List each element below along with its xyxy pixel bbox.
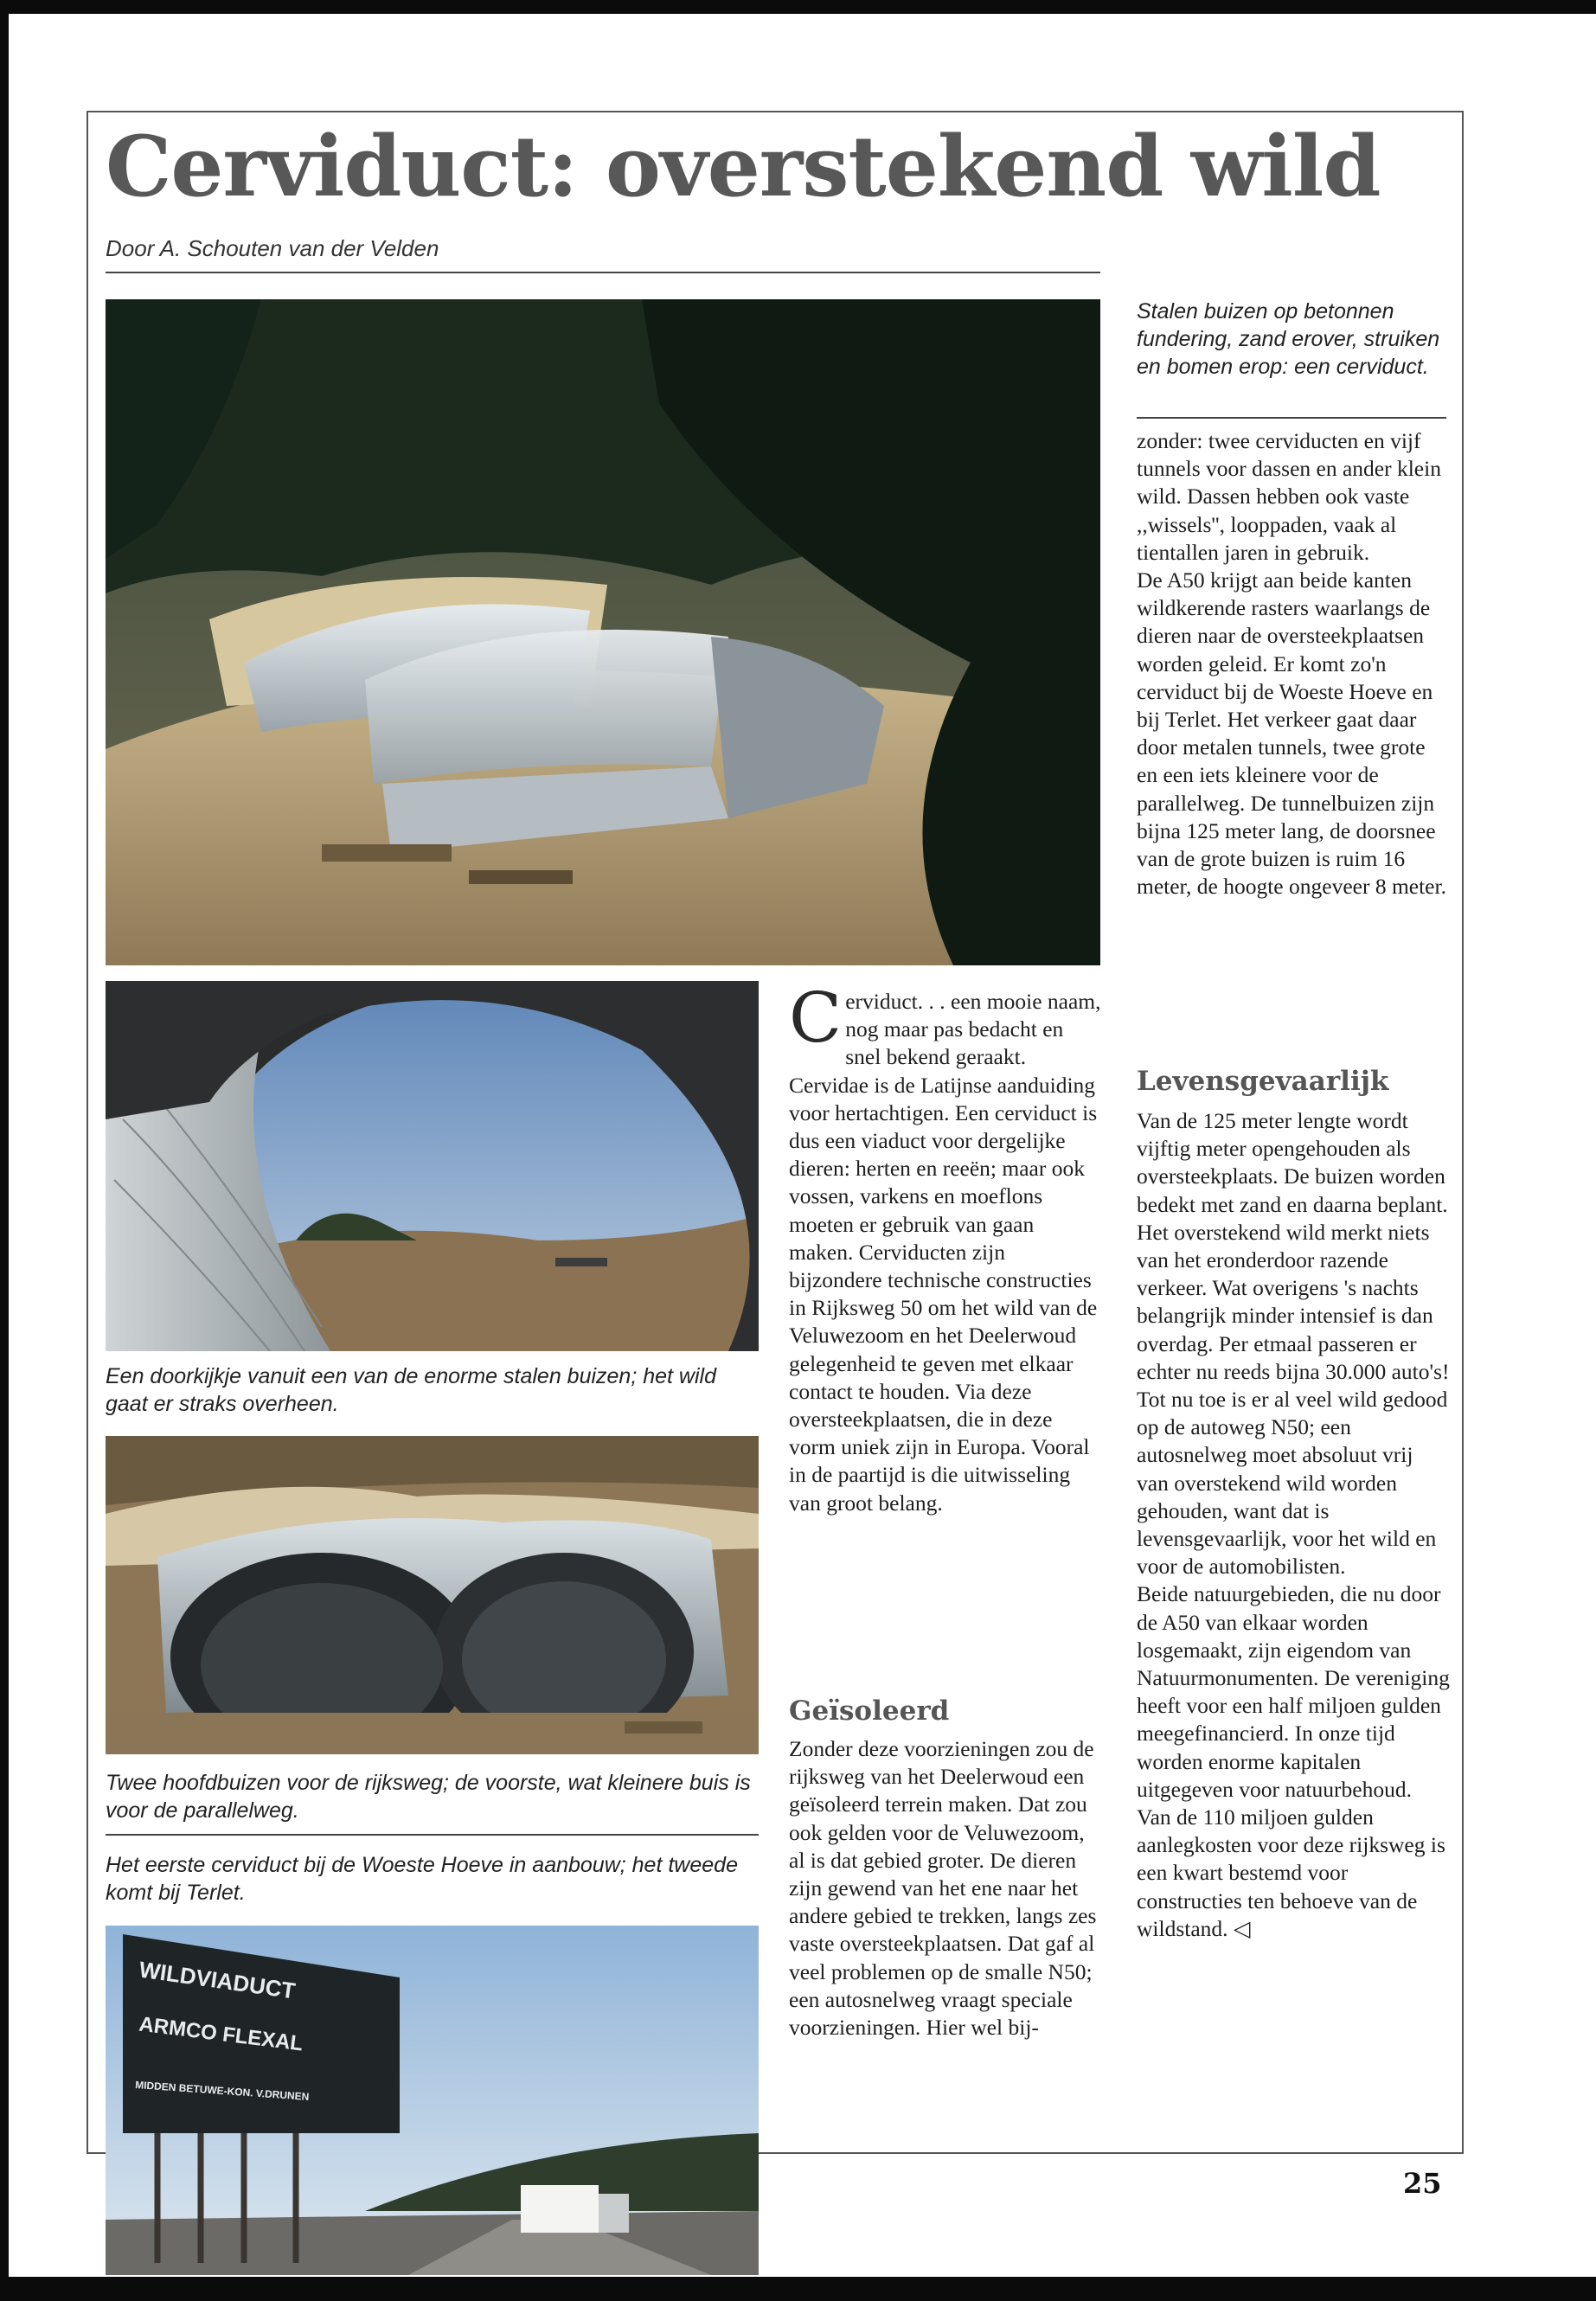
scan-edge-bottom [0,2277,1596,2301]
caption-two-tubes: Twee hoofdbuizen voor de rijksweg; de voorste, wat kleinere buis is voor de parallelweg. [106,1771,751,1823]
section-geisoleerd-text: Zonder deze voorzieningen zou de rijksweg van het Deelerwoud een geïsoleerd terrein maken. Dat zou ook gelden voor de Veluwezoom, al is dat gebied groter. De dieren zijn gewend van het ene naar het andere gebied te trekken, langs zes vaste oversteekplaatsen. Dat gaf al veel problemen op de smalle N50; een autosnelweg vraagt speciale voorzieningen. Hier wel bij- [789,1736,1097,2041]
billboard-line-2: ARMCO FLEXAL [138,2012,304,2056]
intro-paragraph [789,977,1102,1517]
caption-tunnel-view: Een doorkijkje vanuit een van de enorme stalen buizen; het wild gaat er straks overheen. [106,1364,716,1416]
photo-tunnel-view [106,981,759,1351]
col3-paragraph-2: De A50 krijgt aan beide kanten wildkerende rasters waarlangs de dieren naar de oversteekplaatsen worden geleid. Er komt zo'n cerviduct bij de Woeste Hoeve en bij Terlet. Het verkeer gaat daar door metalen tunnels, twee grote en een iets kleinere voor de parallelweg. De tunnelbuizen zijn bijna 125 meter lang, de doorsnee van de grote buizen is ruim 16 meter, de hoogte ongeveer 8 meter. [1137,567,1446,900]
photo-two-tubes [106,1436,759,1754]
body-section-geisoleerd [789,1735,1102,2041]
intro-text: erviduct. . . een mooie naam, nog maar pas bedacht en snel bekend geraakt. Cervidae is de Latijnse aanduiding voor hertachtigen. Een cerviduct is dus een viaduct voor dergelijke dieren: herten en reeën; maar ook vossen, varkens en moeflons moeten er gebruik van gaan maken. Cerviducten zijn bijzondere technische constructies in Rijksweg 50 om het wild van de Veluwezoom en het Deelerwoud gelegenheid te geven met elkaar contact te houden. Via deze oversteekplaatsen, die in deze vorm uniek zijn in Europa. Vooral in de paartijd is die uitwisseling van groot belang. [789,989,1101,1516]
caption-separator-rule [106,1834,759,1836]
col3-paragraph-1: zonder: twee cerviducten en vijf tunnels voor dassen en ander klein wild. Dassen hebben ook vaste ,,wissels'', looppaden, vaak al tientallen jaren in gebruik. [1137,428,1441,565]
photo-billboard [106,1926,759,2275]
billboard-line-1: WILDVIADUCT [137,1956,298,2004]
billboard-line-3: MIDDEN BETUWE-KON. V.DRUNEN [134,2078,310,2104]
scan-edge-top [0,0,1596,14]
photo-construction-site [106,299,1100,965]
drop-cap: C [789,977,843,1058]
body-section-levensgevaarlijk [1137,1107,1450,1943]
title-rule [106,272,1100,273]
sidebar-caption-rule [1137,417,1446,419]
section-levensgevaarlijk-p1: Van de 125 meter lengte wordt vijftig meter opengehouden als oversteekplaats. De buizen worden bedekt met zand en daarna beplant. Het overstekend wild merkt niets van het eronderdoor razende verkeer. Wat overigens 's nachts belangrijk minder intensief is dan overdag. Per etmaal passeren er echter nu reeds bijna 30.000 auto's! Tot nu toe is er al veel wild gedood op de autoweg N50; een autosnelweg moet absoluut vrij van overstekend wild worden gehouden, want dat is levensgevaarlijk, voor het wild en voor de automobilisten. [1137,1108,1450,1580]
article-byline: Door A. Schouten van der Velden [106,235,439,261]
heading-levensgevaarlijk: Levensgevaarlijk [1137,1066,1389,1097]
page-number: 25 [1403,2167,1442,2200]
sidebar-caption: Stalen buizen op betonnen fundering, zand erover, struiken en bomen erop: een cerviduct. [1137,299,1440,379]
heading-geisoleerd: Geïsoleerd [789,1695,950,1727]
article-title: Cerviduct: overstekend wild [106,118,1381,215]
body-column-2 [789,977,1102,1517]
section-levensgevaarlijk-p2: Beide natuurgebieden, die nu door de A50 van elkaar worden losgemaakt, zijn eigendom van Natuurmonumenten. De vereniging heeft voor een half miljoen gulden meegefinancierd. In onze tijd worden enorme kapitalen uitgegeven voor natuurbehoud. Van de 110 miljoen gulden aanlegkosten voor deze rijksweg is een kwart bestemd voor constructies ten behoeve van de wildstand. ◁ [1137,1581,1450,1941]
body-column-3 [1137,427,1450,901]
scan-edge-left [0,0,9,2301]
caption-construction: Het eerste cerviduct bij de Woeste Hoeve in aanbouw; het tweede komt bij Terlet. [106,1853,738,1905]
